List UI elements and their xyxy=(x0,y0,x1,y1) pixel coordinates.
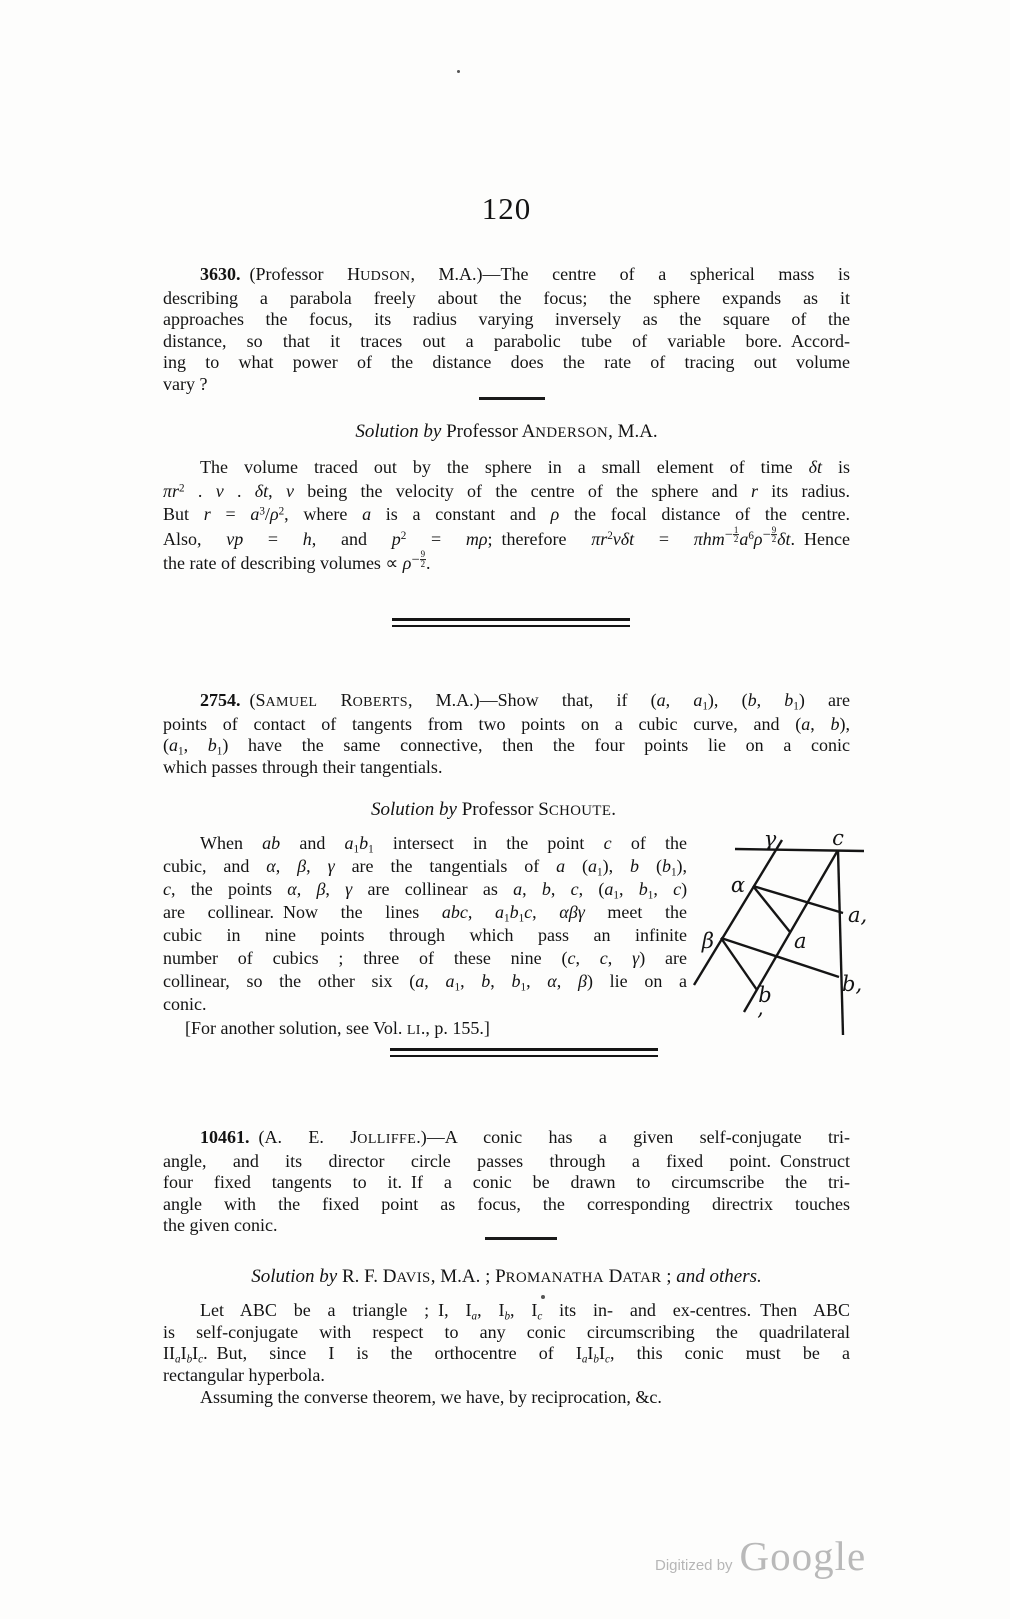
scan-speck xyxy=(457,70,460,73)
solution-2754-footnote: [For another solution, see Vol. LI., p. 155.] xyxy=(185,1018,490,1038)
text-line: cubic, and α, β, γ are the tangentials of a $(a_1)$, b $(b_1)$, xyxy=(163,856,688,879)
page-number: 120 xyxy=(481,191,532,226)
text-line: $II_aI_bI_c$. But, since I is the orthocentre of $I_aI_bI_c$, this conic must be a xyxy=(163,1343,850,1366)
text-line: are collinear. Now the lines abc, $a_1b_1c$, αβγ meet the xyxy=(163,902,688,925)
solution-10461-closing: Assuming the converse theorem, we have, by reciprocation, &c. xyxy=(200,1387,662,1407)
solution-2754-body xyxy=(163,832,687,1016)
figure-label-c: c xyxy=(832,828,844,850)
text-line: rectangular hyperbola. xyxy=(163,1364,325,1385)
watermark xyxy=(655,1532,866,1580)
figure-label-alpha: α xyxy=(730,873,746,897)
figure-label-gamma: γ xyxy=(763,828,777,851)
text-line: 2754. (SAMUEL ROBERTS, M.A.)—Show that, if (a, $a_1$), (b, $b_1$) are xyxy=(200,690,851,713)
google-logo: Google xyxy=(739,1533,867,1579)
figure-label-a1: a, xyxy=(848,903,868,927)
text-line: ing to what power of the distance does the rate of tracing out volume xyxy=(163,352,850,372)
text-line: c, the points α, β, γ are collinear as a, b, c, ($a_1$, $b_1$, c) xyxy=(163,879,688,902)
text-line: four fixed tangents to it. If a conic be drawn to circumscribe the tri- xyxy=(163,1172,850,1192)
figure-label-b1: b, xyxy=(842,972,863,996)
figure-line-c-a1-b1 xyxy=(838,850,843,1035)
figure-line-alpha-a xyxy=(753,886,790,932)
text-line: ($a_1$, $b_1$) have the same connective, then the four points lie on a conic xyxy=(163,735,851,758)
text-line: $\pi r^2$ . v . δt, v being the velocity of the centre of the sphere and r its radius. xyxy=(163,480,851,501)
watermark-prefix: Digitized by xyxy=(655,1557,733,1574)
solution-3630-heading: Solution by Professor ANDERSON, M.A. xyxy=(355,421,658,442)
figure-line-beta-b1 xyxy=(721,938,839,977)
text-line: the given conic. xyxy=(163,1215,278,1235)
text-line: cubic in nine points through which pass an infinite xyxy=(163,925,687,945)
text-line: collinear, so the other six (a, $a_1$, b, $b_1$, α, β) lie on a xyxy=(163,971,688,994)
text-line: The volume traced out by the sphere in a small element of time δt is xyxy=(200,457,850,477)
text-line: But $r = a^3/\rho^2$, where a is a constant and ρ the focal distance of the centre. xyxy=(163,504,850,524)
text-line: approaches the focus, its radius varying inversely as the square of the xyxy=(163,309,850,329)
problem-2754-statement xyxy=(163,690,850,778)
double-rule-divider xyxy=(392,618,630,627)
text-line: vary ? xyxy=(163,373,208,394)
text-line: 3630. (Professor HUDSON, M.A.)—The centre of a spherical mass is xyxy=(200,264,850,284)
text-line: When ab and $a_1b_1$ intersect in the point c of the xyxy=(200,833,687,856)
problem-3630-statement xyxy=(163,264,850,395)
text-line: Let ABC be a triangle ; I, $I_a$, $I_b$, $I_c$ its in- and ex-centres. Then ABC xyxy=(200,1300,850,1323)
text-line: which passes through their tangentials. xyxy=(163,756,443,777)
problem-10461-statement xyxy=(163,1127,850,1237)
text-line: conic. xyxy=(163,994,207,1014)
text-line: describing a parabola freely about the focus; the sphere expands as it xyxy=(163,287,850,308)
solution-3630-body xyxy=(163,456,850,575)
figure-label-a: a xyxy=(794,929,807,953)
text-line: Also, vp = h, and $p^2 = m\rho$; therefore $\pi r^2v\delta t = \pi hm^{- \frac{1}{2}}$ $a^6\rho^{- \frac{9}{2}}$ δt. Hence xyxy=(163,524,850,549)
text-line: points of contact of tangents from two points on a cubic curve, and (a, b), xyxy=(163,713,851,734)
double-rule-divider xyxy=(390,1048,658,1057)
section-rule xyxy=(479,397,545,400)
figure-line-top xyxy=(735,849,864,851)
text-line: angle with the fixed point as focus, the corresponding directrix touches xyxy=(163,1193,850,1214)
text-line: is self-conjugate with respect to any conic circumscribing the quadrilateral xyxy=(163,1321,850,1342)
solution-10461-heading: Solution by R. F. DAVIS, M.A. ; PROMANATHA DATAR ; and others. xyxy=(251,1266,762,1287)
section-rule xyxy=(485,1237,557,1240)
text-line: distance, so that it traces out a parabolic tube of variable bore. Accord- xyxy=(163,330,850,351)
figure-label-b: b xyxy=(758,983,772,1007)
figure-tick-mark: ’ xyxy=(756,1009,764,1033)
cubic-tangentials-figure xyxy=(672,828,884,1048)
figure-label-beta: β xyxy=(701,929,715,953)
figure-line-beta-b xyxy=(721,938,757,990)
text-line: number of cubics ; three of these nine (c, c, γ) are xyxy=(163,948,688,968)
text-line: angle, and its director circle passes through a fixed point. Construct xyxy=(163,1150,850,1171)
scan-speck xyxy=(541,1295,545,1299)
figure-line-alpha-a1 xyxy=(753,886,843,913)
text-line: 10461. (A. E. JOLLIFFE.)—A conic has a given self-conjugate tri- xyxy=(200,1127,850,1147)
solution-2754-heading: Solution by Professor SCHOUTE. xyxy=(370,799,617,820)
solution-10461-body xyxy=(163,1300,850,1386)
text-line: the rate of describing volumes ∝ $\rho^{- \frac{9}{2}}$ . xyxy=(163,548,431,573)
